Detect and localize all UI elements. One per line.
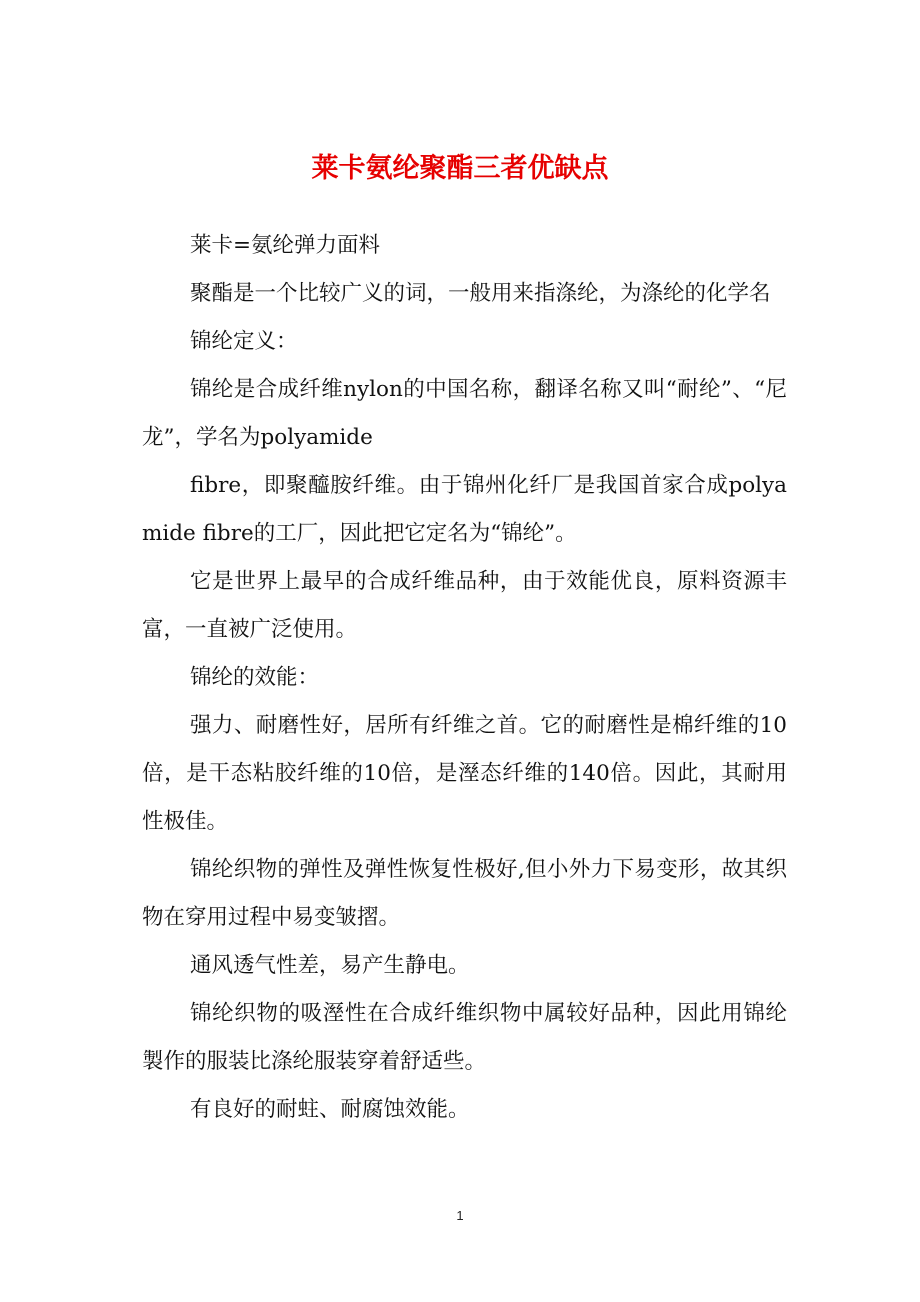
paragraph: 锦纶的效能： [190, 665, 320, 690]
document-body [142, 222, 787, 1134]
paragraph: fibre，即聚醯胺纤维。由于锦州化纤厂是我国首家合成polyamide fibre的工厂，因此把它定名为“锦纶”。 [142, 473, 787, 546]
paragraph: 莱卡=氨纶弹力面料 [190, 233, 381, 258]
paragraph: 有良好的耐蛀、耐腐蚀效能。 [190, 1097, 470, 1122]
paragraph: 它是世界上最早的合成纤维品种，由于效能优良，原料资源丰富，一直被广泛使用。 [142, 569, 787, 642]
document-title: 莱卡氨纶聚酯三者优缺点 [311, 153, 609, 184]
paragraph: 锦纶织物的弹性及弹性恢复性极好,但小外力下易变形，故其织物在穿用过程中易变皱摺。 [142, 857, 787, 930]
paragraph: 通风透气性差，易产生静电。 [190, 953, 470, 978]
page-number: 1 [456, 1208, 464, 1223]
paragraph: 聚酯是一个比较广义的词，一般用来指涤纶，为涤纶的化学名 [190, 281, 771, 306]
paragraph: 锦纶是合成纤维nylon的中国名称，翻译名称又叫“耐纶”、“尼龙”，学名为polyamide [142, 377, 787, 450]
paragraph: 强力、耐磨性好，居所有纤维之首。它的耐磨性是棉纤维的10倍，是干态粘胶纤维的10倍，是溼态纤维的140倍。因此，其耐用性极佳。 [142, 713, 787, 834]
paragraph: 锦纶定义： [190, 329, 298, 354]
paragraph: 锦纶织物的吸溼性在合成纤维织物中属较好品种，因此用锦纶製作的服装比涤纶服装穿着舒适些。 [142, 1001, 787, 1074]
